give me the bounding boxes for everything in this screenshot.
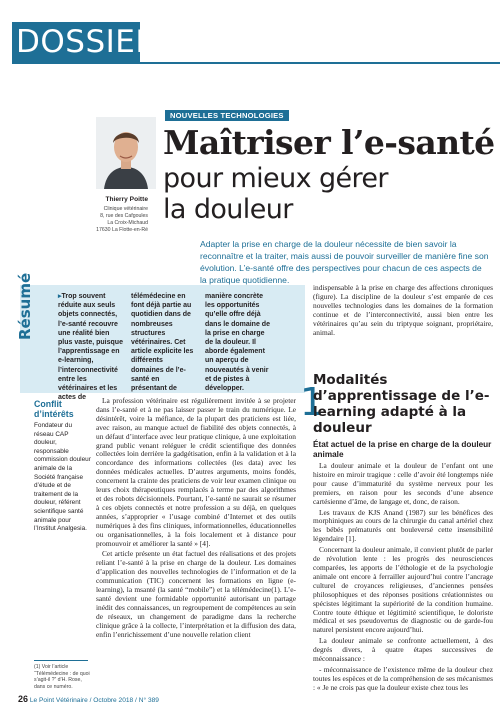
section-label: DOSSIER: [16, 24, 158, 60]
section-title: Modalités d’apprentissage de l’e-learning adapté à la douleur: [313, 372, 490, 436]
abstract-column-1: [58, 292, 124, 402]
body-column-right: [313, 462, 493, 695]
page-number: 26: [18, 694, 29, 704]
publication-info: Le Point Vétérinaire / Octobre 2018 / N° 389: [29, 697, 159, 704]
author-affiliation-line: Clinique vétérinaire: [103, 206, 148, 212]
body-column-left: [96, 397, 296, 641]
body-paragraph: La profession vétérinaire est régulièrement invitée à se projeter dans l’e-santé et à ne pas laisser passer le train du numérique. Le désintérêt, voire la méfiance, de la plupart des praticiens est liée, avec raison, au manque actuel de fiabilité des objets connectés, à un défaut d’interface avec leur pratique clinique, à une exploitation grand public venant reléguer le crédit scientifique des données collectées loin derrière la gadgétisation, enfin à la validation et à la concordance des informations collectées (les data) avec les données médicales actuelles. D’autres arguments, moins fondés, concernent la crainte des praticiens de voir leur examen clinique ou leurs choix thérapeutiques remplacés à terme par des algorithmes et des robots décisionnels. Pourtant, l’e-santé ne saurait se résumer à ces objets connectés et notre profession a su déjà, en quelques années, s’approprier « l’usage combiné d’Internet et des outils numériques à des fins cliniques, informationnelles, éducationnelles ou organisationnelles, à la fois localement et à distance pour promouvoir et améliorer la santé » [4].: [96, 396, 296, 548]
arrow-right-icon: ▸: [58, 293, 62, 300]
body-paragraph: La douleur animale et la douleur de l’enfant ont une histoire en miroir tragique : celle d’avoir été longtemps niée pour cause d’immaturité du système nerveux pour les premiers, en raison pour les seconds d’une absence cartésienne d’âme, de langage et, donc, de raison.: [313, 461, 493, 506]
article-title-line-2: pour mieux gérer: [163, 163, 388, 194]
author-name: Thierry Poitte: [105, 196, 148, 203]
section-subtitle: État actuel de la prise en charge de la douleur animale: [313, 440, 492, 459]
author-photo: [96, 117, 156, 189]
body-paragraph: La douleur animale se confronte actuellement, à des degrés divers, à quatre étapes successives de méconnaissance :: [313, 636, 493, 664]
abstract-label: Résumé: [16, 272, 34, 340]
body-column-right-top: [313, 284, 493, 339]
body-paragraph: indispensable à la prise en charge des affections chroniques (figure). La discipline de la douleur s’est emparée de ces nouvelles technologies dans les domaines de la formation continue et de l’interconnectivité, aussi bien entre les vétérinaires qu’au sein du triptyque soignant, propriétaire, animal.: [313, 283, 493, 337]
abstract-column-2: télémédecine en font déjà partie au quotidien dans de nombreuses structures vétérinaires. Cet article explicite les différents domaines de l’e-santé en présentant de: [131, 293, 194, 393]
body-paragraph: - méconnaissance de l’existence même de la douleur chez toutes les espèces et de la compréhension de ses mécanismes : « Je ne crois pas que la douleur existe chez tous les: [313, 664, 493, 692]
article-title-line-3: la douleur: [163, 194, 293, 225]
page-footer: [18, 694, 159, 704]
conflict-of-interest-body: Fondateur du réseau CAP douleur, responsable commission douleur animale de la Société française d’étude et de traitement de la douleur, référent scientifique santé animale pour l’Institut Analgesia.: [34, 422, 91, 533]
conflict-of-interest-title: Conflit d’intérêts: [34, 399, 74, 419]
author-portrait-image: [96, 117, 156, 189]
section-number: 1: [300, 380, 325, 424]
body-paragraph: Concernant la douleur animale, il convient plutôt de parler de révolution lente : les progrès des neurosciences comparées, les apports de l’éthologie et de la psychologie animale ont encore à ferrailler aujourd’hui contre l’ancrage culturel de croyances religieuses, d’anciennes pensées philosophiques et des réponses positions créationnistes ou spécistes légitimant la supériorité de la condition humaine. Contre toute éthique et légitimité scientifique, le doloriste médical et ses pseudovertus de diagnostic ou de garde-fou naturel persistent encore aujourd’hui.: [313, 545, 493, 635]
article-kicker: NOUVELLES TECHNOLOGIES: [165, 110, 289, 121]
body-paragraph: Les travaux de KJS Anand (1987) sur les bénéfices des morphiniques au cours de la chirurgie du canal artériel chez les bébés prématurés ont bouleversé cette insensibilité légendaire [1].: [313, 507, 493, 544]
article-title-line-1: Maîtriser l’e-santé: [163, 123, 495, 162]
article-standfirst: Adapter la prise en charge de la douleur nécessite de bien savoir la reconnaître et la traiter, mais aussi de pouvoir surveiller de manière fine son évolution. L’e-santé offre des perspectives pour chacun de ces aspects de la pratique quotidienne.: [200, 239, 489, 285]
body-paragraph: Cet article présente un état factuel des réalisations et des projets reliant l’e-santé à la prise en charge de la douleur. Les domaines d’application des nouvelles technologies de l’information et de la communication (TIC) concernent les formations en ligne (e-learning), la msanté (la santé “mobile”) et la télémédecine(1). L’e-santé devient une formidable opportunité autorisant un partage inédit des connaissances, un regroupement de compétences au sein de réseaux, un changement de paradigme dans la recherche clinique grâce à la collecte, l’interprétation et la diffusion des data, enfin l’enrichissement d’une nouvelle relation client: [96, 549, 296, 639]
footnote: (1) Voir l’article “Télémédecine : de quoi s’agit-il ?” d’H. Rose, dans ce numéro.: [34, 664, 90, 690]
author-affiliation-line: 8, rue des Cafgoules: [100, 212, 148, 219]
author-affiliation-line: 17630 La Flotte-en-Ré: [96, 226, 148, 233]
footnote-rule: [34, 660, 88, 661]
header-rule: [140, 62, 500, 64]
abstract-text: Trop souvent réduite aux seuls objets connectés, l’e-santé recouvre une réalité bien plus vaste, puisque l’apprentissage en e-learning, l’interconnectivité entre les vétérinaires et les actes de: [58, 293, 123, 402]
author-affiliation-line: La Croix-Michaud: [107, 219, 148, 226]
abstract-column-3: manière concrète les opportunités qu’elle offre déjà dans le domaine de la prise en charge de la douleur. Il aborde également un aperçu de nouveautés à venir et de pistes à développer.: [205, 293, 270, 393]
author-affiliation: [70, 206, 148, 234]
